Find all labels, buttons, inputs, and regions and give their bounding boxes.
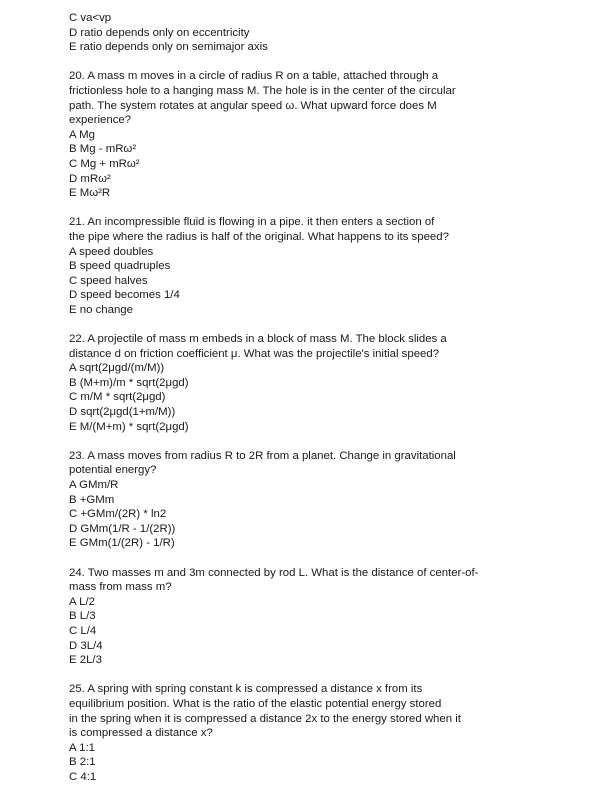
- question-21: [69, 215, 594, 317]
- question-text: mass from mass m?: [69, 581, 172, 594]
- option-line: E ratio depends only on semimajor axis: [69, 41, 268, 54]
- option-line: D ratio depends only on eccentricity: [69, 26, 250, 39]
- question-text: potential energy?: [69, 464, 157, 477]
- option-d: D 3L/4: [69, 639, 103, 652]
- option-e: E M/(M+m) * sqrt(2μgd): [69, 420, 189, 433]
- option-b: B +GMm: [69, 493, 115, 506]
- option-e: E 2L/3: [69, 654, 102, 667]
- option-a: A L/2: [69, 595, 95, 608]
- option-a: A Mg: [69, 128, 95, 141]
- option-b: B Mg - mRω²: [69, 143, 137, 156]
- option-a: A sqrt(2μgd/(m/M)): [69, 362, 165, 375]
- question-text: distance d on friction coefficient μ. What was the projectile's initial speed?: [69, 347, 440, 360]
- option-b: B speed quadruples: [69, 260, 171, 273]
- option-e: E no change: [69, 303, 133, 316]
- question-text: 23. A mass moves from radius R to 2R from a planet. Change in gravitational: [69, 449, 456, 462]
- option-d: D speed becomes 1/4: [69, 289, 180, 302]
- option-c: C m/M * sqrt(2μgd): [69, 391, 166, 404]
- option-e: E Mω²R: [69, 187, 111, 200]
- question-23: [69, 449, 594, 551]
- question-text: in the spring when it is compressed a distance 2x to the energy stored when it: [69, 712, 461, 725]
- option-b: B (M+m)/m * sqrt(2μgd): [69, 376, 189, 389]
- question-22: [69, 332, 594, 434]
- option-d: D mRω²: [69, 172, 111, 185]
- previous-question-options: [69, 11, 594, 55]
- question-text: equilibrium position. What is the ratio of the elastic potential energy stored: [69, 697, 442, 710]
- option-line: C va<vp: [69, 12, 112, 24]
- question-text: 21. An incompressible fluid is flowing in a pipe. it then enters a section of: [69, 216, 435, 229]
- spacer: [69, 201, 594, 216]
- question-text: path. The system rotates at angular speed ω. What upward force does M: [69, 99, 437, 112]
- spacer: [69, 551, 594, 566]
- spacer: [69, 317, 594, 332]
- option-c: C 4:1: [69, 770, 97, 783]
- option-d: D GMm(1/R - 1/(2R)): [69, 522, 176, 535]
- question-text: 20. A mass m moves in a circle of radius R on a table, attached through a: [69, 70, 439, 83]
- spacer: [69, 668, 594, 683]
- option-a: A 1:1: [69, 741, 95, 754]
- option-b: B L/3: [69, 610, 96, 623]
- option-c: C +GMm/(2R) * ln2: [69, 508, 167, 521]
- question-20: [69, 69, 594, 200]
- question-25: [69, 682, 594, 784]
- option-c: C L/4: [69, 624, 97, 637]
- spacer: [69, 55, 594, 70]
- question-text: 24. Two masses m and 3m connected by rod L. What is the distance of center-of-: [69, 566, 479, 579]
- option-a: A GMm/R: [69, 479, 119, 491]
- question-text: is compressed a distance x?: [69, 727, 213, 740]
- option-c: C Mg + mRω²: [69, 157, 140, 170]
- question-text: 22. A projectile of mass m embeds in a block of mass M. The block slides a: [69, 333, 447, 346]
- option-d: D sqrt(2μgd(1+m/M)): [69, 406, 176, 419]
- question-text: 25. A spring with spring constant k is compressed a distance x from its: [69, 683, 423, 696]
- question-text: frictionless hole to a hanging mass M. The hole is in the center of the circular: [69, 84, 456, 97]
- spacer: [69, 434, 594, 449]
- option-c: C speed halves: [69, 274, 148, 287]
- question-24: [69, 566, 594, 668]
- option-b: B 2:1: [69, 756, 96, 769]
- question-text: experience?: [69, 114, 132, 127]
- question-text: the pipe where the radius is half of the original. What happens to its speed?: [69, 230, 449, 243]
- option-e: E GMm(1/(2R) - 1/R): [69, 537, 175, 550]
- option-a: A speed doubles: [69, 245, 154, 258]
